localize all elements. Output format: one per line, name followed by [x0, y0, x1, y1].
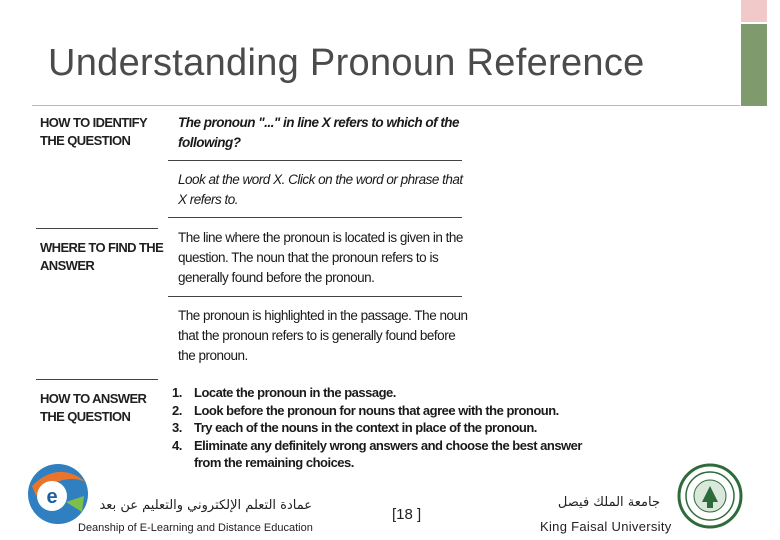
cell-divider	[168, 217, 462, 218]
cell-divider	[168, 296, 462, 297]
elearning-logo-icon	[22, 456, 94, 528]
university-name-arabic: جامعة الملك فيصل	[557, 495, 660, 510]
identify-cell-1: The pronoun "..." in line X refers to which of the following?	[178, 115, 460, 150]
step-number: 4.	[172, 437, 182, 453]
label-where-to-find: WHERE TO FIND THE ANSWER	[40, 240, 164, 273]
step-number: 2.	[172, 402, 182, 418]
step-text: Try each of the nouns in the context in place of the pronoun.	[194, 420, 537, 435]
identify-cell-2: Look at the word X. Click on the word or phrase that X refers to.	[178, 172, 463, 207]
title-divider	[32, 105, 740, 106]
find-cell-1: The line where the pronoun is located is given in the question. The noun that the pronoun refers to is generally found before the pronoun.	[178, 230, 463, 285]
step-text: Look before the pronoun for nouns that agree with the pronoun.	[194, 402, 559, 418]
list-item	[172, 419, 592, 437]
step-number: 3.	[172, 420, 182, 435]
step-number: 1.	[172, 385, 182, 400]
university-name-english: King Faisal University	[540, 519, 672, 534]
label-how-to-identify: HOW TO IDENTIFY THE QUESTION	[40, 115, 147, 148]
label-divider	[36, 228, 158, 229]
list-item	[172, 402, 592, 420]
label-how-to-answer: HOW TO ANSWER THE QUESTION	[40, 391, 147, 424]
step-text: Eliminate any definitely wrong answers and choose the best answer from the remaining choices.	[194, 437, 582, 470]
cell-divider	[168, 160, 462, 161]
step-text: Locate the pronoun in the passage.	[194, 385, 396, 400]
answer-steps-list	[172, 384, 592, 472]
label-divider	[36, 379, 158, 380]
list-item	[172, 437, 592, 472]
svg-text:e: e	[46, 486, 58, 508]
accent-bar-pink	[741, 0, 767, 22]
list-item	[172, 384, 592, 402]
page-number: [18 ]	[392, 506, 422, 523]
accent-bar-green	[741, 24, 767, 106]
find-cell-2: The pronoun is highlighted in the passage. The noun that the pronoun refers to is generally found before the pronoun.	[178, 308, 468, 363]
deanship-name-arabic: عمادة التعلم الإلكتروني والتعليم عن بعد	[99, 498, 312, 513]
slide-title: Understanding Pronoun Reference	[48, 42, 645, 84]
deanship-name-english: Deanship of E-Learning and Distance Education	[78, 522, 313, 534]
university-seal-icon	[676, 462, 744, 530]
